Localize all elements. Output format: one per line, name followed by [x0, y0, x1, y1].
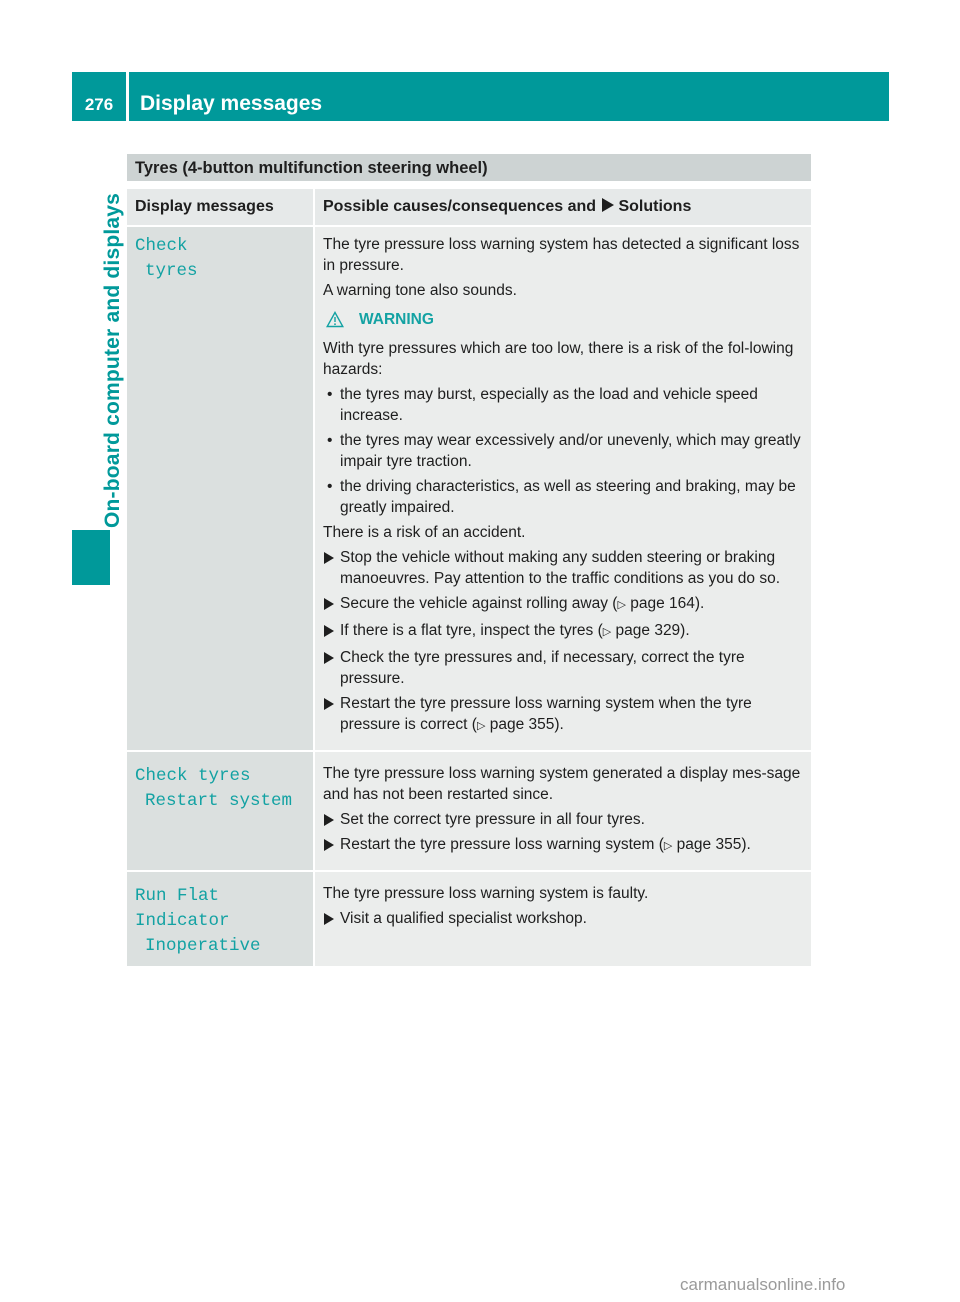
action-arrow-icon — [324, 625, 334, 637]
warning-triangle-icon — [326, 311, 344, 328]
header-divider — [126, 72, 129, 121]
action-step: Stop the vehicle without making any sudden steering or braking manoeuvres. Pay attention to the traffic conditions as you do so. — [323, 547, 803, 589]
page-ref-icon: ▷ — [476, 720, 486, 732]
column-header-display-messages: Display messages — [127, 189, 314, 226]
table-row — [127, 871, 811, 966]
cause-text: A warning tone also sounds. — [323, 282, 517, 299]
cause-text: The tyre pressure loss warning system is faulty. — [323, 885, 649, 902]
action-arrow-icon — [602, 198, 614, 212]
action-arrow-icon — [324, 598, 334, 610]
page-reference[interactable]: page 164). — [630, 595, 705, 612]
list-item: • the driving characteristics, as well as steering and braking, may be greatly impaired. — [327, 478, 796, 516]
action-step: Visit a qualified specialist workshop. — [323, 908, 803, 929]
column-header-causes: Possible causes/consequences and Solutions — [314, 189, 811, 226]
page-title: Display messages — [140, 92, 323, 115]
cause-text: The tyre pressure loss warning system has detected a significant loss in pressure. — [323, 236, 800, 274]
warning-intro: With tyre pressures which are too low, there is a risk of the fol-lowing hazards: — [323, 340, 794, 378]
bullet-icon: • — [327, 432, 333, 449]
message-line: tyres — [145, 261, 198, 281]
message-line: Check — [135, 236, 188, 256]
bullet-icon: • — [327, 386, 333, 403]
message-line: Check tyres — [135, 766, 251, 786]
page-reference[interactable]: page 355). — [676, 836, 751, 853]
list-item: • the tyres may burst, especially as the load and vehicle speed increase. — [327, 386, 758, 424]
cause-text: The tyre pressure loss warning system generated a display mes-sage and has not been restarted since. — [323, 765, 801, 803]
action-step: Set the correct tyre pressure in all four tyres. — [323, 809, 803, 830]
causes-solutions-cell — [314, 751, 811, 871]
page-ref-icon: ▷ — [617, 599, 626, 611]
side-tab-label: On-board computer and displays — [101, 192, 124, 528]
display-message-cell — [127, 871, 314, 966]
page-reference[interactable]: page 355). — [489, 716, 564, 733]
action-arrow-icon — [324, 913, 334, 925]
section-title: Tyres (4-button multifunction steering wheel) — [127, 154, 811, 181]
causes-solutions-cell — [314, 226, 811, 751]
action-arrow-icon — [324, 839, 334, 851]
action-step: If there is a flat tyre, inspect the tyres (▷ page 329). — [323, 620, 803, 643]
table-row — [127, 226, 811, 751]
warning-heading — [326, 309, 803, 330]
page-reference[interactable]: page 329). — [615, 622, 690, 639]
bullet-icon: • — [327, 478, 333, 495]
message-line: Run Flat Indicator — [135, 886, 230, 931]
display-messages-table — [127, 189, 811, 966]
action-arrow-icon — [324, 652, 334, 664]
display-message-cell — [127, 751, 314, 871]
list-item: • the tyres may wear excessively and/or unevenly, which may greatly impair tyre traction. — [327, 432, 801, 470]
action-arrow-icon — [324, 698, 334, 710]
causes-solutions-cell — [314, 871, 811, 966]
message-line: Restart system — [145, 791, 293, 811]
warning-label: WARNING — [359, 311, 434, 328]
message-line: Inoperative — [145, 936, 261, 956]
watermark: carmanualsonline.info — [680, 1275, 846, 1294]
display-message-cell — [127, 226, 314, 751]
action-arrow-icon — [324, 552, 334, 564]
action-step: Secure the vehicle against rolling away (▷ page 164). — [323, 593, 803, 616]
page-ref-icon: ▷ — [663, 840, 673, 852]
action-step: Restart the tyre pressure loss warning system (▷ page 355). — [323, 834, 803, 857]
risk-text: There is a risk of an accident. — [323, 524, 526, 541]
table-row — [127, 751, 811, 871]
table-header-row — [127, 189, 811, 226]
page-number: 276 — [84, 95, 114, 114]
action-step: Check the tyre pressures and, if necessary, correct the tyre pressure. — [323, 647, 803, 689]
action-arrow-icon — [324, 814, 334, 826]
page-ref-icon: ▷ — [602, 626, 612, 638]
action-step: Restart the tyre pressure loss warning system when the tyre pressure is correct (▷ page 355). — [323, 693, 803, 737]
